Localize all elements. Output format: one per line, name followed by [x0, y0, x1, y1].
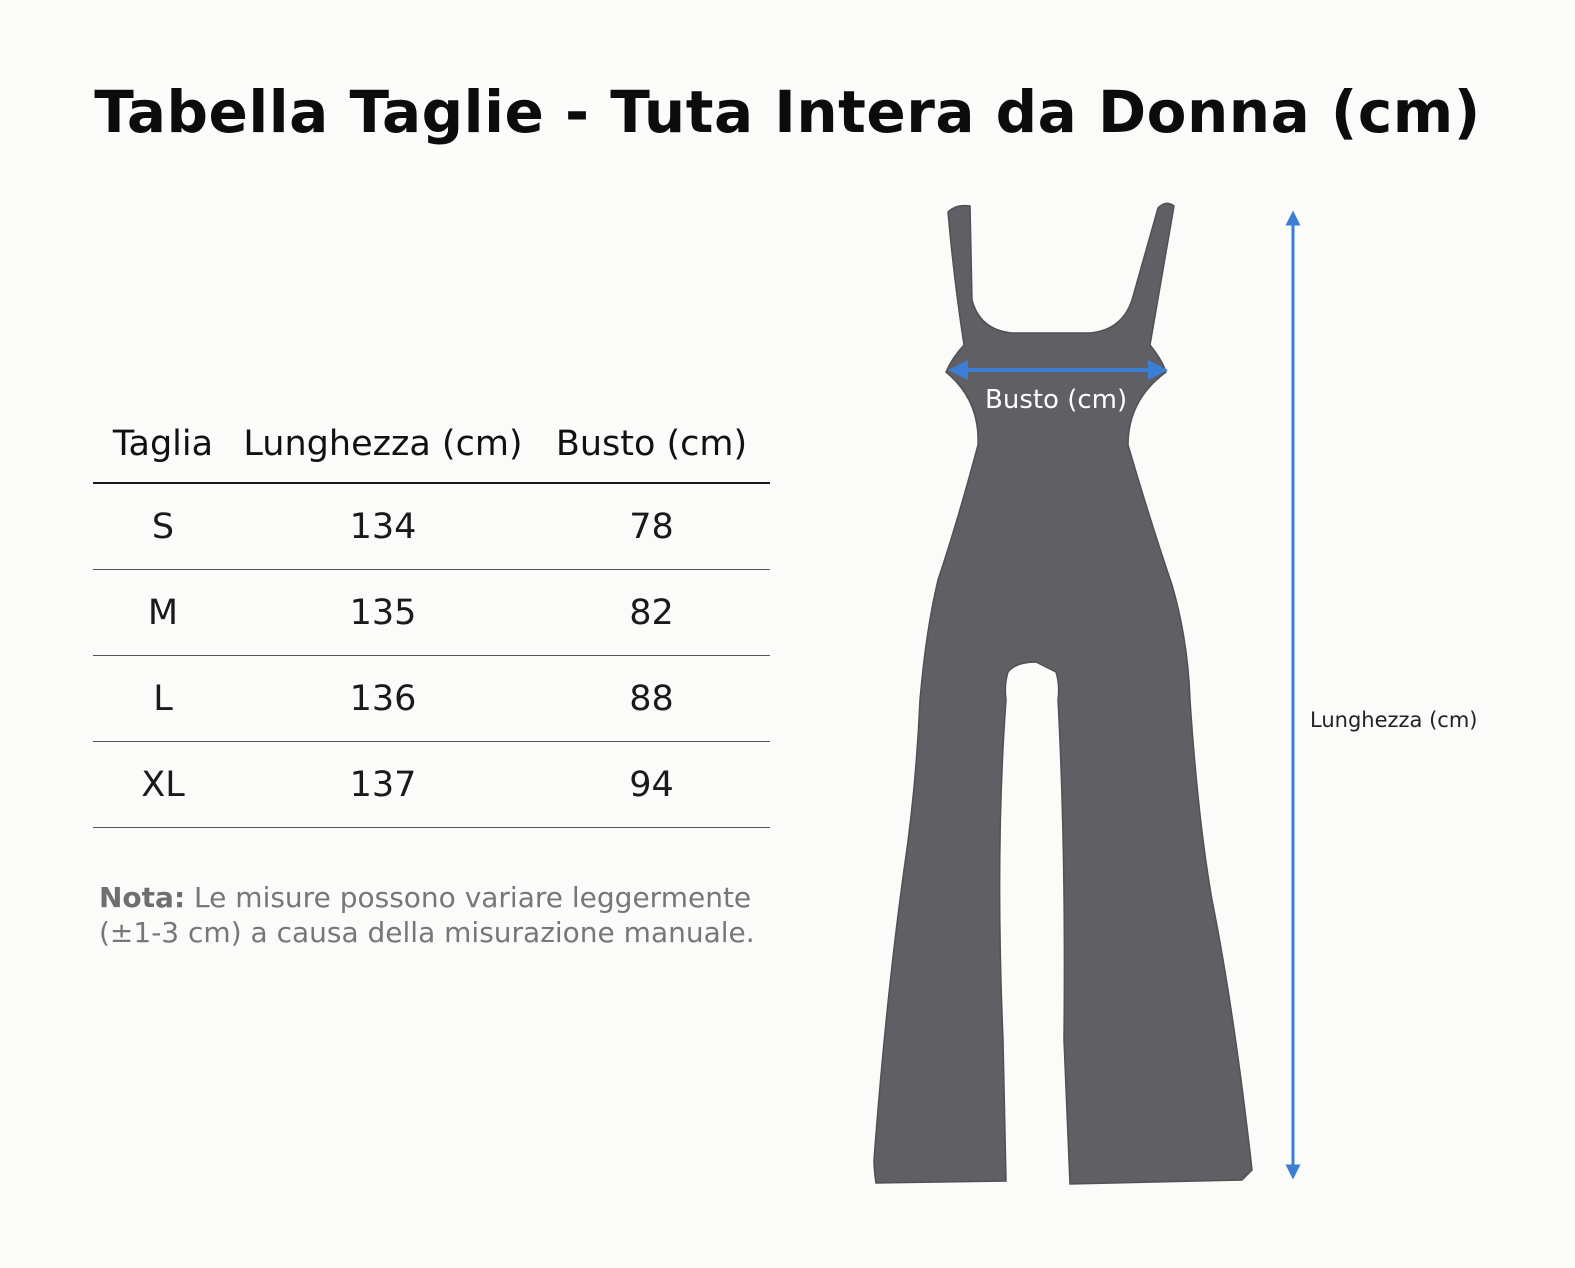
cell-bust: 88 [533, 656, 770, 742]
cell-size: L [93, 656, 233, 742]
cell-length: 136 [233, 656, 533, 742]
cell-bust: 94 [533, 742, 770, 828]
bust-measurement-label: Busto (cm) [985, 385, 1128, 415]
note-text: Le misure possono variare leggermente (±1-3 cm) a causa della misurazione manuale. [99, 881, 755, 949]
header-length: Lunghezza (cm) [233, 406, 533, 483]
header-size: Taglia [93, 406, 233, 483]
page-title: Tabella Taglie - Tuta Intera da Donna (cm) [94, 78, 1481, 146]
cell-size: XL [93, 742, 233, 828]
cell-size: M [93, 570, 233, 656]
length-measurement-label: Lunghezza (cm) [1310, 708, 1478, 732]
cell-size: S [93, 483, 233, 570]
cell-length: 134 [233, 483, 533, 570]
cell-bust: 78 [533, 483, 770, 570]
note-label: Nota: [99, 881, 186, 914]
cell-length: 137 [233, 742, 533, 828]
cell-bust: 82 [533, 570, 770, 656]
cell-length: 135 [233, 570, 533, 656]
jumpsuit-illustration [874, 203, 1252, 1184]
header-bust: Busto (cm) [533, 406, 770, 483]
